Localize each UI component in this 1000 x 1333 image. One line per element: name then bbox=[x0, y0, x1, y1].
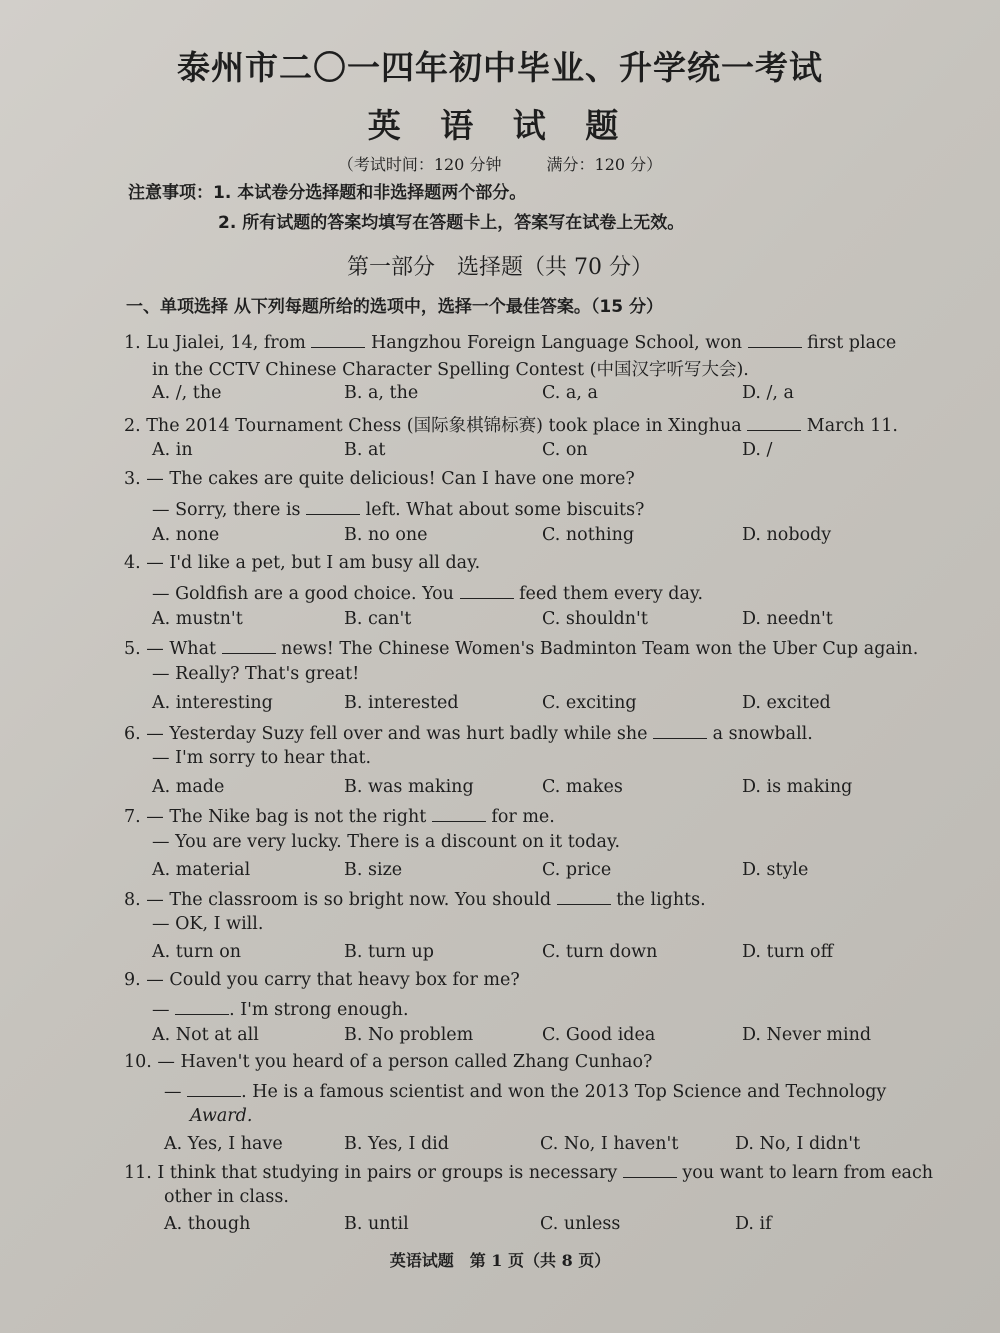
question-9-option-d: D. Never mind bbox=[742, 1025, 872, 1045]
question-11-option-b: B. until bbox=[344, 1214, 409, 1234]
question-5-option-b: B. interested bbox=[344, 693, 459, 713]
exam-subtitle: 英 语 试 题 bbox=[367, 106, 633, 145]
question-7-option-c: C. price bbox=[542, 860, 612, 880]
question-8-option-c: C. turn down bbox=[542, 942, 658, 962]
question-4-line: — Goldfish are a good choice. You feed them every day. bbox=[152, 581, 703, 604]
question-6-option-b: B. was making bbox=[344, 777, 474, 797]
question-4-option-c: C. shouldn't bbox=[542, 609, 648, 629]
question-9-line: — . I'm strong enough. bbox=[152, 997, 409, 1020]
answer-blank bbox=[623, 1160, 677, 1178]
question-2-option-a: A. in bbox=[152, 440, 193, 460]
question-10-option-b: B. Yes, I did bbox=[344, 1134, 449, 1154]
question-2-option-d: D. / bbox=[742, 440, 773, 460]
answer-blank bbox=[653, 721, 707, 739]
question-2-option-b: B. at bbox=[344, 440, 386, 460]
part-title: 第一部分 选择题（共 70 分） bbox=[347, 255, 653, 280]
question-1-line: 1. Lu Jialei, 14, from Hangzhou Foreign Language School, won first place bbox=[124, 330, 896, 353]
question-8-option-a: A. turn on bbox=[152, 942, 242, 962]
question-8-option-b: B. turn up bbox=[344, 942, 434, 962]
question-1-option-a: A. /, the bbox=[152, 383, 222, 403]
question-2-line: 2. The 2014 Tournament Chess (国际象棋锦标赛) took place in Xinghua March 11. bbox=[124, 412, 898, 437]
question-5-option-c: C. exciting bbox=[542, 693, 637, 713]
question-4-option-a: A. mustn't bbox=[152, 609, 243, 629]
question-10-option-d: D. No, I didn't bbox=[735, 1134, 861, 1154]
question-11-line: other in class. bbox=[164, 1187, 289, 1207]
question-4-line: 4. — I'd like a pet, but I am busy all day. bbox=[124, 553, 481, 573]
page-footer: 英语试题 第 1 页（共 8 页） bbox=[389, 1251, 611, 1270]
question-6-line: 6. — Yesterday Suzy fell over and was hurt badly while she a snowball. bbox=[124, 721, 813, 744]
question-10-option-c: C. No, I haven't bbox=[540, 1134, 679, 1154]
question-9-line: 9. — Could you carry that heavy box for me? bbox=[124, 970, 520, 990]
question-5-line: — Really? That's great! bbox=[152, 664, 360, 684]
exam-title: 泰州市二〇一四年初中毕业、升学统一考试 bbox=[177, 48, 823, 87]
answer-blank bbox=[311, 330, 365, 348]
question-4-option-d: D. needn't bbox=[742, 609, 833, 629]
question-10-line: 10. — Haven't you heard of a person called Zhang Cunhao? bbox=[124, 1052, 653, 1072]
question-7-option-b: B. size bbox=[344, 860, 403, 880]
question-7-line: 7. — The Nike bag is not the right for me. bbox=[124, 804, 555, 827]
answer-blank bbox=[748, 330, 802, 348]
question-3-option-b: B. no one bbox=[344, 525, 428, 545]
question-3-line: — Sorry, there is left. What about some biscuits? bbox=[152, 497, 644, 520]
question-1-option-c: C. a, a bbox=[542, 383, 598, 403]
question-9-option-a: A. Not at all bbox=[152, 1025, 259, 1045]
question-3-line: 3. — The cakes are quite delicious! Can I have one more? bbox=[124, 469, 635, 489]
question-4-option-b: B. can't bbox=[344, 609, 412, 629]
question-2-option-c: C. on bbox=[542, 440, 588, 460]
exam-time: （考试时间：120 分钟 bbox=[337, 155, 502, 174]
question-8-line: 8. — The classroom is so bright now. You should the lights. bbox=[124, 887, 706, 910]
question-1-option-b: B. a, the bbox=[344, 383, 419, 403]
question-5-line: 5. — What news! The Chinese Women's Badminton Team won the Uber Cup again. bbox=[124, 636, 918, 659]
question-5-option-d: D. excited bbox=[742, 693, 831, 713]
notice-line-2: 2. 所有试题的答案均填写在答题卡上，答案写在试卷上无效。 bbox=[218, 213, 685, 233]
answer-blank bbox=[175, 997, 229, 1015]
question-3-option-a: A. none bbox=[152, 525, 220, 545]
answer-blank bbox=[187, 1079, 241, 1097]
question-8-line: — OK, I will. bbox=[152, 914, 264, 934]
notice-block bbox=[128, 178, 684, 238]
question-8-option-d: D. turn off bbox=[742, 942, 834, 962]
answer-blank bbox=[306, 497, 360, 515]
notice-line-1: 注意事项：1. 本试卷分选择题和非选择题两个部分。 bbox=[128, 183, 527, 203]
question-3-option-d: D. nobody bbox=[742, 525, 832, 545]
question-9-option-c: C. Good idea bbox=[542, 1025, 656, 1045]
question-6-line: — I'm sorry to hear that. bbox=[152, 748, 372, 768]
question-9-option-b: B. No problem bbox=[344, 1025, 474, 1045]
question-7-option-a: A. material bbox=[152, 860, 251, 880]
answer-blank bbox=[747, 413, 801, 431]
question-10-line: — . He is a famous scientist and won the 2013 Top Science and Technology bbox=[164, 1079, 886, 1102]
question-1-option-d: D. /, a bbox=[742, 383, 794, 403]
answer-blank bbox=[460, 581, 514, 599]
question-10-option-a: A. Yes, I have bbox=[164, 1134, 283, 1154]
question-6-option-a: A. made bbox=[152, 777, 225, 797]
question-6-option-d: D. is making bbox=[742, 777, 853, 797]
section-title: 一、单项选择 从下列每题所给的选项中，选择一个最佳答案。（15 分） bbox=[126, 297, 663, 317]
question-11-option-a: A. though bbox=[164, 1214, 251, 1234]
exam-meta bbox=[0, 152, 1000, 175]
question-7-line: — You are very lucky. There is a discount on it today. bbox=[152, 832, 621, 852]
question-7-option-d: D. style bbox=[742, 860, 809, 880]
question-5-option-a: A. interesting bbox=[152, 693, 273, 713]
question-11-option-d: D. if bbox=[735, 1214, 772, 1234]
question-3-option-c: C. nothing bbox=[542, 525, 635, 545]
exam-score: 满分：120 分） bbox=[546, 155, 663, 174]
question-10-line: Award. bbox=[190, 1106, 253, 1126]
answer-blank bbox=[557, 887, 611, 905]
question-11-option-c: C. unless bbox=[540, 1214, 621, 1234]
answer-blank bbox=[222, 636, 276, 654]
answer-blank bbox=[432, 804, 486, 822]
question-1-line: in the CCTV Chinese Character Spelling Contest (中国汉字听写大会). bbox=[152, 360, 749, 380]
question-6-option-c: C. makes bbox=[542, 777, 623, 797]
question-11-line: 11. I think that studying in pairs or groups is necessary you want to learn from each bbox=[124, 1160, 933, 1183]
